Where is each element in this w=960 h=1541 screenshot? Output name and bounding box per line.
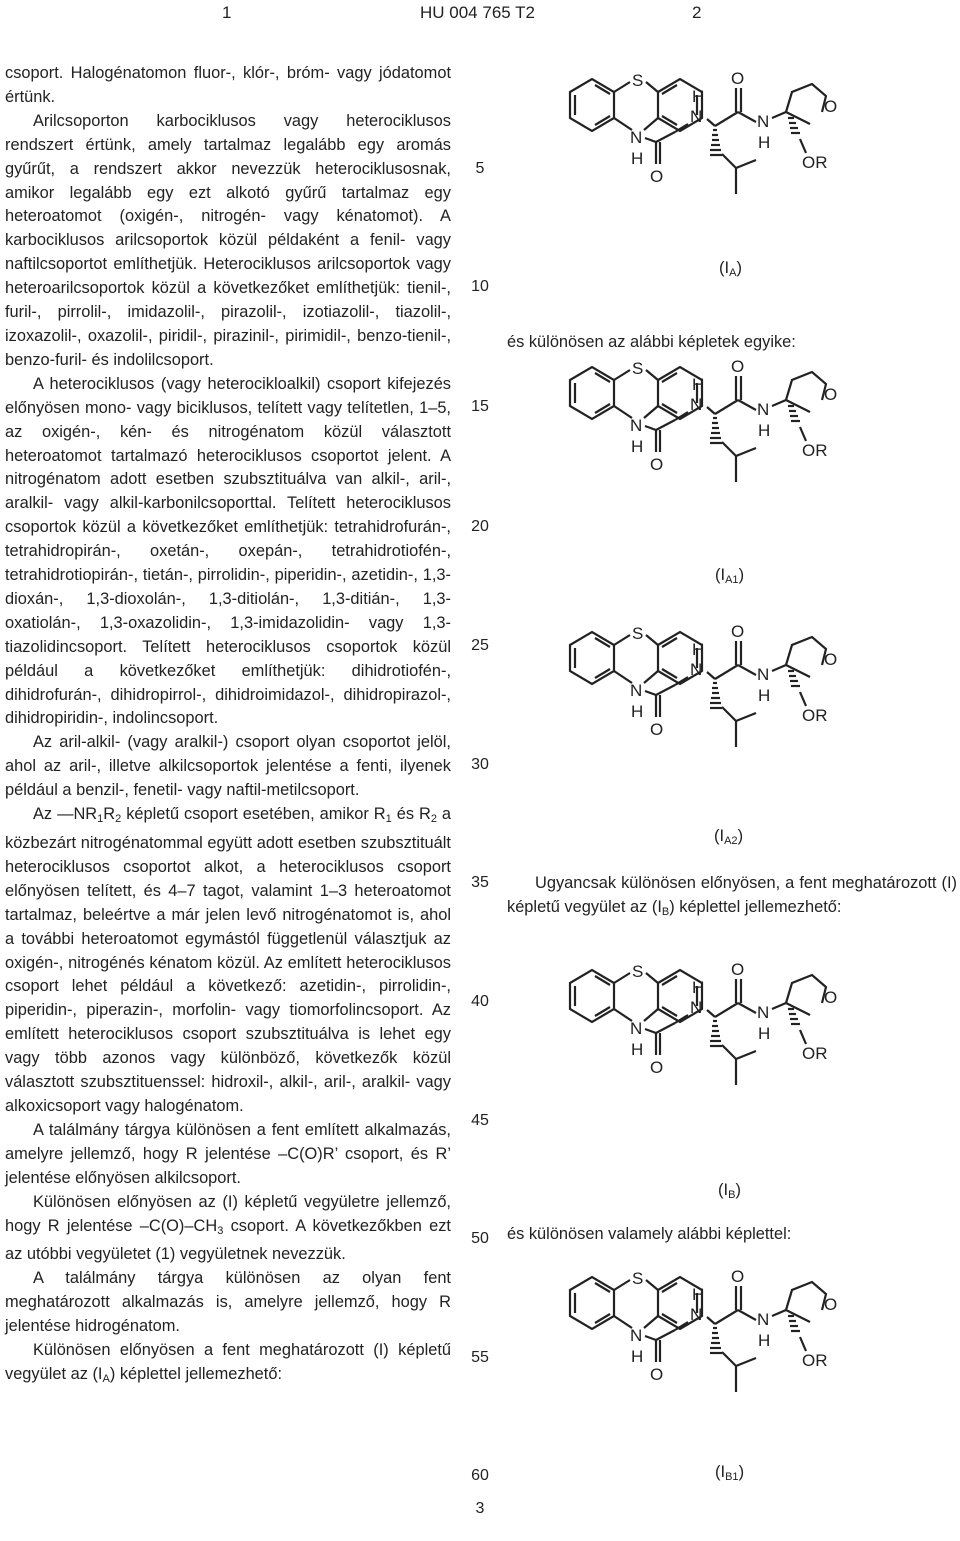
line-number: 60 — [471, 1467, 489, 1484]
oxygen-atom-label: O — [731, 960, 745, 979]
nitrogen-atom-label: N — [690, 1305, 703, 1324]
hydrogen-atom-label: H — [631, 1040, 644, 1059]
line-number: 40 — [471, 993, 489, 1010]
nitrogen-atom-label: N — [757, 112, 770, 131]
formula-label: $(I_{A2})$ — [714, 827, 744, 847]
line-number: 45 — [471, 1112, 489, 1129]
hydrogen-atom-label: H — [692, 640, 705, 659]
hydrogen-atom-label: H — [692, 375, 705, 394]
nitrogen-atom-label: N — [757, 1310, 770, 1329]
sulfur-atom-label: S — [632, 962, 644, 981]
paragraph: csoport. Halogénatomon fluor-, klór-, bróm- vagy jódatomot értünk. — [5, 64, 451, 106]
hydrogen-atom-label: H — [758, 1331, 771, 1350]
line-number: 10 — [471, 278, 489, 295]
formula-label: $(I_B)$ — [718, 1181, 741, 1201]
oxygen-atom-label: O — [650, 1365, 664, 1384]
oxygen-atom-label: O — [650, 455, 664, 474]
paragraph: Különösen előnyösen a fent meghatározott (I) képletű vegyület az $(I_A)$ képlettel jellemezhető: — [5, 1341, 451, 1385]
hydrogen-atom-label: H — [631, 1347, 644, 1366]
sulfur-atom-label: S — [632, 359, 644, 378]
paragraph: Az aril-alkil- (vagy aralkil-) csoport olyan csoportot jelöl, ahol az aril-, illetve alkilcsoportok jelentése a fenti, ilyenek például a benzil-, fenetil- vagy naftil-metilcsoport. — [5, 733, 451, 800]
sulfur-atom-label: S — [632, 71, 644, 90]
paragraph: A heterociklusos (vagy heterocikloalkil) csoport kifejezés előnyösen mono- vagy biciklusos, telített vagy telítetlen, 1–5, az oxigén-, kén- és nitrogénatom közül választott heteroatomot tartalmazó heterociklusos csoportot jelent. A nitrogénatom adott esetben szubsztituálva van alkil-, aril-, aralkil- vagy alkil-karbonilcsoporttal. Telített heterociklusos csoportok közül a következőket említhetjük: tetrahidrofurán-, tetrahidropirán-, oxetán-, oxepán-, tetrahidrotiofén-, tetrahidrotiopirán-, tietán-, pirrolidin-, piperidin-, azetidin-, 1,3-dioxán-, 1,3-dioxolán-, 1,3-ditiolán-, 1,3-ditián-, 1,3-oxatiolán-, 1,3-oxazolidin-, 1,3-imidazolidin- vagy 1,3-tiazolidincsoport. Telített heterociklusos csoportok közül például a következőket említhetjük: dihidrotiofén-, dihidrofurán-, dihidropirrol-, dihidroimidazol-, dihidropirazol-, dihidropiridin-, indolincsoport. — [5, 374, 451, 728]
chemical-structure-svg — [560, 1262, 940, 1422]
hydrogen-atom-label: H — [692, 978, 705, 997]
oxygen-atom-label: O — [731, 69, 745, 88]
paragraph: Az $—NR_1R_2$ képletű csoport esetében, amikor $R_1$ és $R_2$ a közbezárt nitrogénatommal együtt adott esetben szubsztituált heterociklusos csoportot alkot, a heterociklusos csoport előnyösen telített, és 4–7 tagot, valamint 1–3 heteroatomot tartalmaz, beleértve a már jelen levő nitrogénatomot is, ahol a további heteroatomot egymástól függetlenül választjuk az oxigén-, nitrogénés kénatom közül. Az említett heterociklusos csoport lehet például a következő: azetidin-, pirrolidin-, piperidin-, piperazin-, morfolin- vagy tiomorfolincsoport. Az említett heterociklusos csoport szubsztituálva is lehet egy vagy több azonos vagy különböző, következők közül választott szubsztituenssel: hidroxil-, alkil-, aril-, aralkil- vagy alkoxicsoport vagy halogénatom. — [5, 805, 452, 1115]
line-number: 50 — [471, 1230, 489, 1247]
or-group-label: OR — [802, 706, 828, 725]
text-especially-formula: és különösen valamely alábbi képlettel: — [507, 1225, 792, 1243]
text-also-especially: Ugyancsak különösen előnyösen, a fent meghatározott (I) képletű vegyület az $(I_B)$ képlettel jellemezhető: — [507, 874, 957, 918]
structure-IB — [560, 955, 940, 1120]
line-number: 5 — [475, 160, 485, 177]
structure-IB1 — [560, 1262, 940, 1427]
oxygen-atom-label: O — [824, 97, 838, 116]
or-group-label: OR — [802, 153, 828, 172]
structure-IA1 — [560, 352, 940, 517]
hydrogen-atom-label: H — [631, 149, 644, 168]
oxygen-atom-label: O — [650, 1058, 664, 1077]
sulfur-atom-label: S — [632, 1269, 644, 1288]
line-number: 55 — [471, 1349, 489, 1366]
nitrogen-atom-label: N — [630, 1019, 643, 1038]
page-number-left: 1 — [222, 3, 232, 22]
or-group-label: OR — [802, 1351, 828, 1370]
line-number: 35 — [471, 874, 489, 891]
oxygen-atom-label: O — [731, 357, 745, 376]
nitrogen-atom-label: N — [630, 681, 643, 700]
oxygen-atom-label: O — [650, 720, 664, 739]
chemical-structure-svg — [560, 617, 940, 777]
chemical-structure-svg — [560, 955, 940, 1115]
line-number: 15 — [471, 398, 489, 415]
line-number: 20 — [471, 518, 489, 535]
formula-label: $(I_{A1})$ — [715, 566, 745, 586]
patent-number: HU 004 765 T2 — [420, 3, 535, 22]
nitrogen-atom-label: N — [757, 400, 770, 419]
oxygen-atom-label: O — [824, 385, 838, 404]
text-especially-formulas: és különösen az alábbi képletek egyike: — [507, 333, 796, 351]
nitrogen-atom-label: N — [630, 128, 643, 147]
structure-IA — [560, 64, 940, 229]
or-group-label: OR — [802, 1044, 828, 1063]
chemical-structure-svg — [560, 64, 940, 224]
hydrogen-atom-label: H — [758, 133, 771, 152]
nitrogen-atom-label: N — [690, 660, 703, 679]
oxygen-atom-label: O — [824, 1295, 838, 1314]
oxygen-atom-label: O — [824, 988, 838, 1007]
paragraph: Arilcsoporton karbociklusos vagy heterociklusos rendszert értünk, amely tartalmaz legalább egy aromás gyűrűt, a rendszert akkor nevezzük heterociklusosnak, amikor legalább egy ezt alkotó gyűrű tartalmaz egy heteroatomot (oxigén-, nitrogén- vagy kénatomot). A karbociklusos arilcsoportok közül példaként a fenil- vagy naftilcsoportot említhetjük. Heterociklusos arilcsoportok vagy heteroarilcsoportok közül a következőket említhetjük: tienil-, furil-, pirrolil-, imidazolil-, pirazolil-, izotiazolil-, tiazolil-, izoxazolil-, oxazolil-, piridil-, pirazinil-, pirimidil-, benzo-tienil-, benzo-furil- és indolilcsoport. — [5, 111, 451, 369]
nitrogen-atom-label: N — [690, 998, 703, 1017]
hydrogen-atom-label: H — [758, 421, 771, 440]
paragraph: A találmány tárgya különösen a fent említett alkalmazás, amelyre jellemző, hogy R jelentése –C(O)R’ csoport, és R’ jelentése előnyösen alkilcsoport. — [5, 1120, 451, 1187]
nitrogen-atom-label: N — [757, 665, 770, 684]
nitrogen-atom-label: N — [630, 1326, 643, 1345]
nitrogen-atom-label: N — [757, 1003, 770, 1022]
paragraph: Különösen előnyösen az (I) képletű vegyületre jellemző, hogy R jelentése $-C(O)-CH_3$ csoport. A következőkben ezt az utóbbi vegyületet (1) vegyületnek nevezzük. — [5, 1192, 451, 1264]
left-column — [5, 62, 451, 1392]
nitrogen-atom-label: N — [690, 395, 703, 414]
formula-label: $(I_A)$ — [719, 259, 742, 279]
oxygen-atom-label: O — [731, 622, 745, 641]
hydrogen-atom-label: H — [692, 1285, 705, 1304]
page-number-right: 2 — [692, 3, 702, 22]
chemical-structure-svg — [560, 352, 940, 512]
hydrogen-atom-label: H — [758, 686, 771, 705]
nitrogen-atom-label: N — [690, 107, 703, 126]
hydrogen-atom-label: H — [758, 1024, 771, 1043]
sulfur-atom-label: S — [632, 624, 644, 643]
oxygen-atom-label: O — [731, 1267, 745, 1286]
formula-label: $(I_{B1})$ — [715, 1463, 745, 1483]
line-number: 25 — [471, 637, 489, 654]
paragraph: A találmány tárgya különösen az olyan fent meghatározott alkalmazás is, amelyre jellemző, hogy R jelentése hidrogénatom. — [5, 1269, 451, 1336]
footer-page-number: 3 — [475, 1500, 485, 1517]
nitrogen-atom-label: N — [630, 416, 643, 435]
oxygen-atom-label: O — [824, 650, 838, 669]
structure-IA2 — [560, 617, 940, 782]
hydrogen-atom-label: H — [631, 702, 644, 721]
hydrogen-atom-label: H — [692, 87, 705, 106]
line-number: 30 — [471, 756, 489, 773]
oxygen-atom-label: O — [650, 167, 664, 186]
hydrogen-atom-label: H — [631, 437, 644, 456]
or-group-label: OR — [802, 441, 828, 460]
